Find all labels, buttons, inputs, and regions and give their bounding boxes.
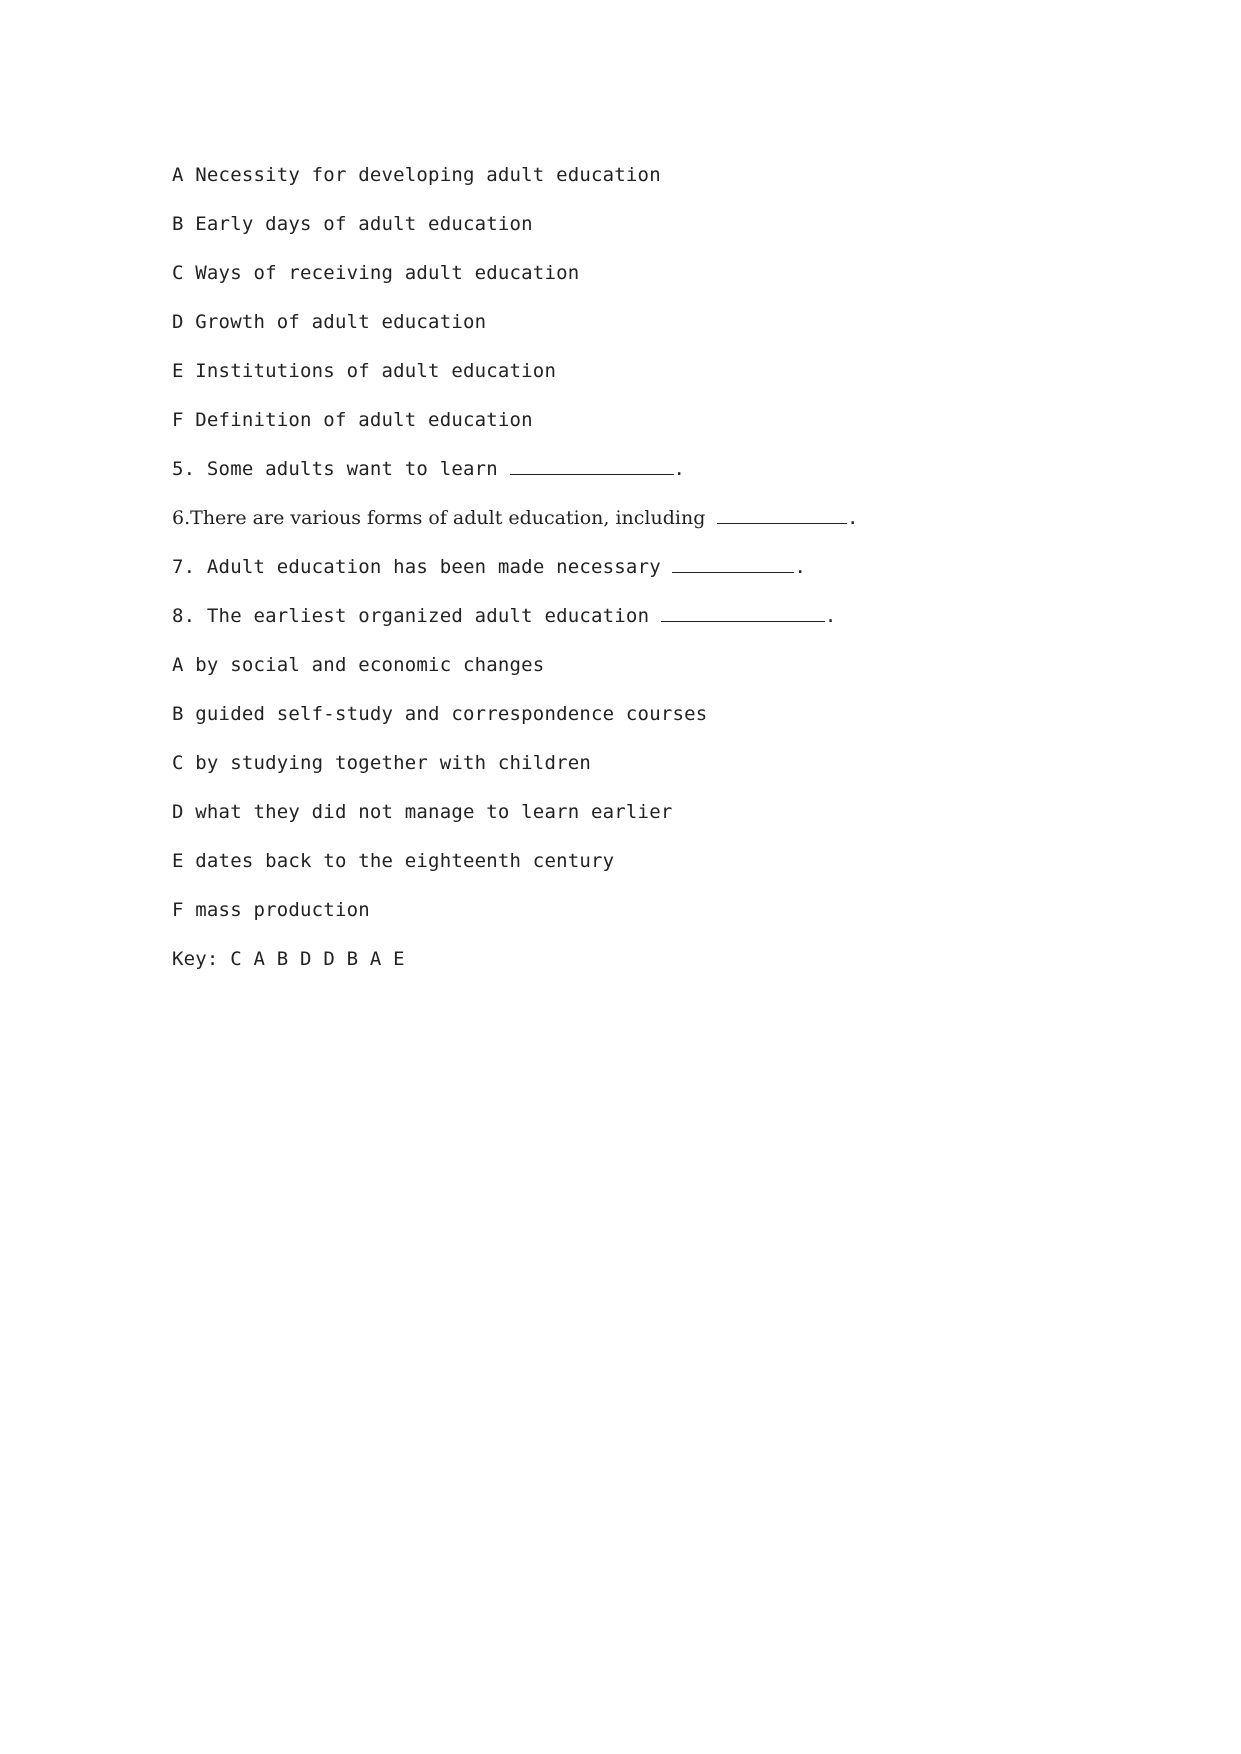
option-letter: C (172, 262, 184, 284)
option-letter: E (172, 850, 184, 872)
answer-blank (717, 503, 847, 524)
option-text: dates back to the eighteenth century (195, 850, 615, 872)
heading-option-a (172, 160, 1072, 209)
option-letter: E (172, 360, 184, 382)
question-text: There are various forms of adult education, including (190, 507, 706, 529)
option-text: by social and economic changes (195, 654, 545, 676)
ending-option-f (172, 895, 1072, 944)
question-6 (172, 503, 1072, 552)
option-letter: A (172, 654, 184, 676)
option-text: Institutions of adult education (195, 360, 557, 382)
option-letter: D (172, 801, 184, 823)
option-text: guided self-study and correspondence courses (195, 703, 708, 725)
ending-option-c (172, 748, 1072, 797)
answer-blank (672, 552, 794, 573)
heading-option-b (172, 209, 1072, 258)
answer-key (172, 944, 1072, 993)
answer-key-values: C A B D D B A E (230, 948, 405, 970)
question-8 (172, 601, 1072, 650)
option-text: Definition of adult education (195, 409, 533, 431)
question-7 (172, 552, 1072, 601)
question-text: Adult education has been made necessary (206, 556, 661, 578)
option-letter: B (172, 703, 184, 725)
question-end: . (824, 605, 837, 627)
option-text: Early days of adult education (195, 213, 533, 235)
answer-blank (661, 601, 825, 622)
option-text: mass production (195, 899, 370, 921)
heading-option-d (172, 307, 1072, 356)
option-text: Necessity for developing adult education (195, 164, 661, 186)
option-letter: B (172, 213, 184, 235)
question-number: 5. (172, 458, 196, 480)
option-text: Growth of adult education (195, 311, 487, 333)
document-page (172, 160, 1072, 993)
heading-option-e (172, 356, 1072, 405)
question-end: . (673, 458, 686, 480)
question-5 (172, 454, 1072, 503)
ending-option-d (172, 797, 1072, 846)
ending-option-e (172, 846, 1072, 895)
question-number: 8. (172, 605, 196, 627)
answer-key-label: Key: (172, 948, 219, 970)
heading-option-f (172, 405, 1072, 454)
question-end: . (847, 507, 859, 529)
option-letter: D (172, 311, 184, 333)
option-letter: F (172, 899, 184, 921)
question-number: 7. (172, 556, 196, 578)
question-text: The earliest organized adult education (206, 605, 650, 627)
ending-option-b (172, 699, 1072, 748)
answer-blank (510, 454, 674, 475)
option-letter: F (172, 409, 184, 431)
option-text: by studying together with children (195, 752, 592, 774)
question-text: Some adults want to learn (206, 458, 498, 480)
option-letter: C (172, 752, 184, 774)
option-letter: A (172, 164, 184, 186)
heading-option-c (172, 258, 1072, 307)
option-text: Ways of receiving adult education (195, 262, 580, 284)
question-number: 6. (172, 507, 191, 529)
question-end: . (794, 556, 807, 578)
option-text: what they did not manage to learn earlier (195, 801, 673, 823)
ending-option-a (172, 650, 1072, 699)
